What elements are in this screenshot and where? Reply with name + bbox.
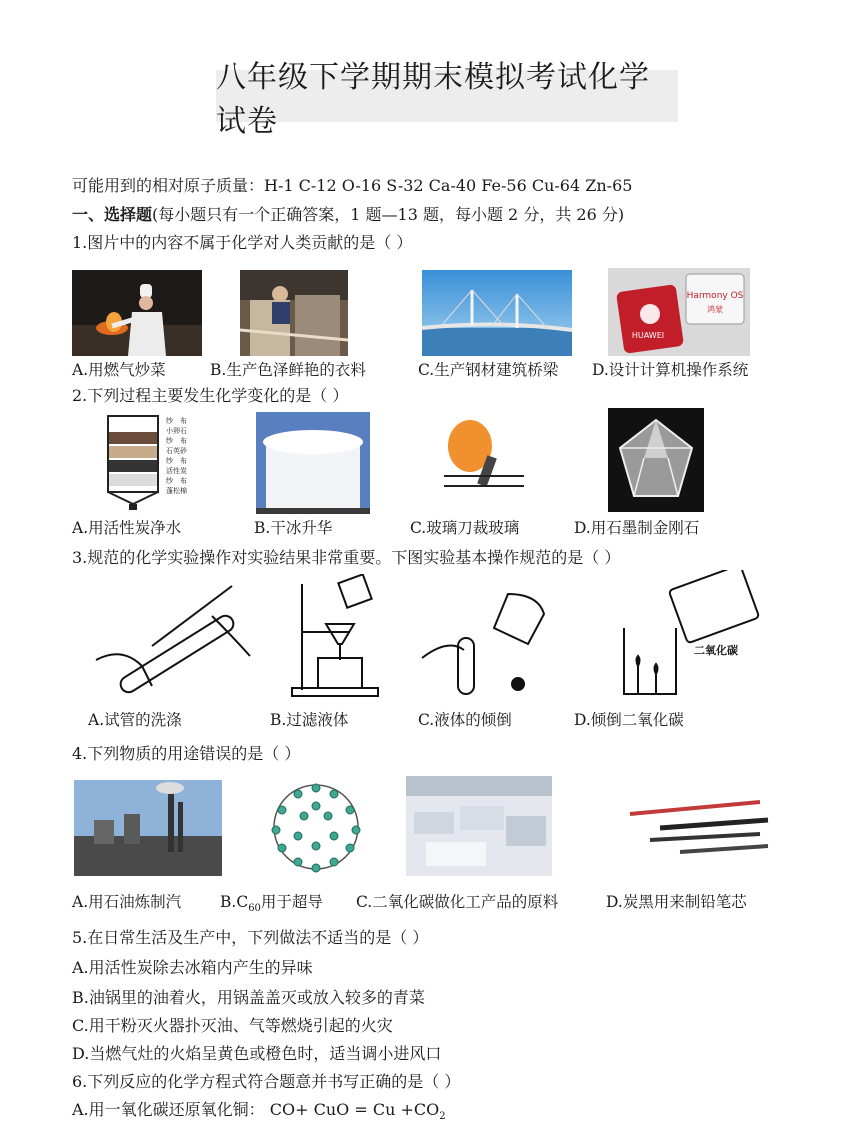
q2-stem: 2.下列过程主要发生化学变化的是（ ）	[72, 386, 349, 405]
q5-option-c: C.用干粉灭火器扑灭油、气等燃烧引起的火灾	[72, 1016, 393, 1035]
q5-stem: 5.在日常生活及生产中，下列做法不适当的是（ ）	[72, 928, 429, 947]
q4-option-a: A.用石油炼制汽	[72, 893, 182, 911]
atomic-masses: 可能用到的相对原子质量：H-1 C-12 O-16 S-32 Ca-40 Fe-56 Cu-64 Zn-65	[72, 176, 633, 195]
q1-option-a: A.用燃气炒菜	[72, 361, 166, 379]
q4-stem: 4.下列物质的用途错误的是（ ）	[72, 744, 301, 763]
q6-option-a-text: A.用一氧化碳还原氧化铜： CO+ CuO = Cu +CO	[72, 1100, 440, 1119]
section-title: 一、选择题	[72, 205, 153, 224]
q6-option-a	[72, 1100, 446, 1127]
q5-option-d: D.当燃气灶的火焰呈黄色或橙色时，适当调小进风口	[72, 1044, 442, 1063]
q3-co2-pouring-diagram	[616, 570, 772, 698]
filter-labels	[166, 416, 187, 496]
q1-cooking-photo	[72, 270, 202, 356]
q1-bridge-photo	[422, 270, 572, 356]
q4-option-b-suffix: 用于超导	[260, 893, 323, 911]
filter-label: 石英砂	[166, 447, 187, 455]
q4-option-b	[220, 892, 323, 919]
q1-fabric-photo	[240, 270, 348, 356]
q5-option-b: B.油锅里的油着火，用锅盖盖灭或放入较多的青菜	[72, 988, 425, 1007]
q3-liquid-pouring-diagram	[418, 584, 558, 696]
filter-label: 纱 布	[166, 457, 187, 465]
q3-option-a: A.试管的洗涤	[88, 711, 182, 729]
q4-c60-subscript: 60	[248, 903, 261, 915]
q2-option-a: A.用活性炭净水	[72, 519, 182, 537]
q2-option-c: C.玻璃刀裁玻璃	[410, 519, 520, 537]
q6-stem: 6.下列反应的化学方程式符合题意并书写正确的是（ ）	[72, 1072, 461, 1091]
q3-stem: 3.规范的化学实验操作对实验结果非常重要。下图实验基本操作规范的是（ ）	[72, 548, 621, 567]
filter-label: 纱 布	[166, 437, 187, 445]
q4-oil-refinery-photo	[74, 780, 222, 876]
filter-label: 小卵石	[166, 427, 187, 435]
q2-filter-diagram	[104, 412, 208, 512]
section-note: (每小题只有一个正确答案，1 题—13 题，每小题 2 分，共 26 分)	[152, 205, 625, 224]
q3-option-d: D.倾倒二氧化碳	[574, 711, 684, 729]
q2-option-b: B.干冰升华	[254, 519, 333, 537]
q1-option-c: C.生产钢材建筑桥梁	[418, 361, 559, 379]
q1-harmonyos-photo	[608, 268, 750, 356]
harmonyos-cn-text: 鸿蒙	[707, 305, 723, 314]
q4-c60-model-diagram	[268, 780, 364, 874]
q5-option-a: A.用活性炭除去冰箱内产生的异味	[72, 958, 313, 977]
q2-option-d: D.用石墨制金刚石	[574, 519, 700, 537]
q4-option-b-prefix: B.C	[220, 893, 249, 911]
q4-option-d: D.炭黑用来制铅笔芯	[606, 893, 747, 911]
q2-diamond-photo	[608, 408, 704, 512]
q3-option-b: B.过滤液体	[270, 711, 349, 729]
q4-co2-industry-photo	[406, 776, 552, 876]
filter-label: 蓬松棉	[166, 487, 187, 495]
q1-option-b: B.生产色泽鲜艳的衣料	[210, 361, 366, 379]
filter-label: 纱 布	[166, 477, 187, 485]
filter-label: 活性炭	[166, 467, 187, 475]
page-title-box	[216, 60, 678, 139]
page-title: 八年级下学期期末模拟考试化学试卷	[216, 60, 650, 139]
q6-co2-subscript: 2	[439, 1111, 446, 1123]
harmonyos-text: Harmony OS	[686, 291, 744, 301]
q3-option-c: C.液体的倾倒	[418, 711, 512, 729]
huawei-text: HUAWEI	[631, 331, 665, 340]
q2-dry-ice-photo	[256, 412, 370, 514]
q1-option-d: D.设计计算机操作系统	[592, 361, 749, 379]
q4-pencils-photo	[620, 784, 770, 858]
q4-option-c: C.二氧化碳做化工产品的原料	[356, 893, 559, 911]
q1-stem: 1.图片中的内容不属于化学对人类贡献的是（ ）	[72, 233, 413, 252]
q3-test-tube-washing-diagram	[92, 576, 254, 698]
section-heading	[72, 205, 624, 225]
q3-filtration-diagram	[290, 574, 380, 698]
q2-glass-cutter-photo	[434, 412, 530, 502]
co2-label: 二氧化碳	[694, 644, 738, 657]
filter-label: 纱 布	[166, 417, 187, 425]
